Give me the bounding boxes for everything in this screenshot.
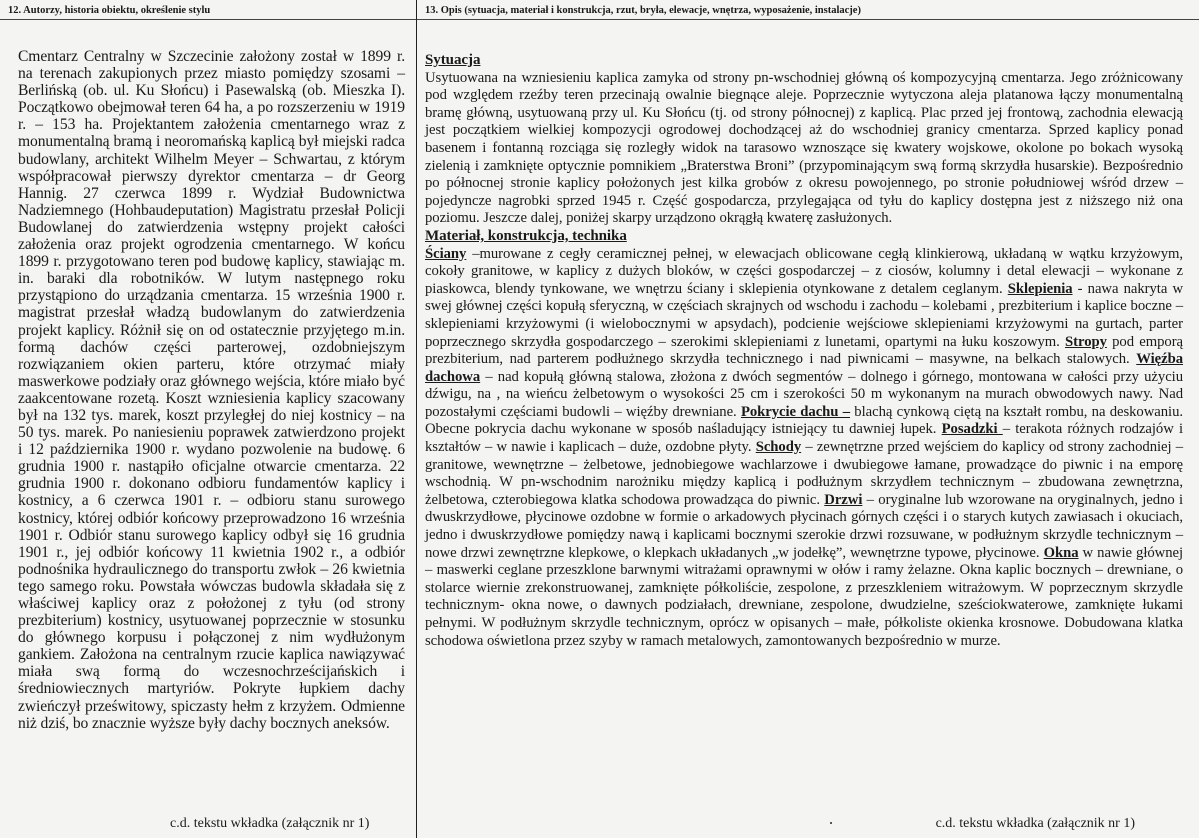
section-heading-sytuacja: Sytuacja: [425, 52, 481, 68]
history-column: [0, 0, 417, 838]
description-column-header: 13. Opis (sytuacja, materiał i konstrukcja, rzut, bryła, elewacje, wnętrza, wyposażenie, instalacje): [417, 0, 1199, 20]
keyword-schody: Schody: [755, 439, 802, 456]
sytuacja-paragraph: Usytuowana na wzniesieniu kaplica zamyka od strony pn-wschodniej główną oś kompozycyjną cmentarza. Jego zróżnicowany pod względem rzeźby teren przecinają owalnie biegnące aleje. Poprzecznie wytyczona aleja platanowa łączy monumentalną bramę główną, usytuowaną przy ul. Ku Słońcu (tj. od strony północnej) z kaplicą. Plac przed jej frontową, zachodnia elewacją jest początkiem wielkiej kompozycji ogrodowej dochodzącej aż do wschodniej granicy cmentarza. Sprzed kaplicy ponad basenem i fontanną rozciąga się rozległy widok na tarasowo wznoszące się kwatery wojskowe, okolone po bokach wysoką zielenią i zamknięte optycznie pomnikiem „Braterstwa Broni” (przypominającym swą formą skrzydła husarskie). Bezpośrednio po północnej stronie kaplicy położonych jest kilka grobów z okresu powojennego, po stronie południowej wśród drzew – pojedyncze nagrobki sprzed 1945 r. Część gospodarcza, przylegająca od tyłu do kaplicy dostępna jest z niższego niż ona poziomu. Jeszcze dalej, poniżej skarpy urządzono okrągłą kwaterę zasłużonych.: [425, 69, 1183, 227]
text-pokrycie: blachą cynkową ciętą na kształt rombu, na deskowaniu. Obecne pokrycia dachu wykonane w sposób naśladujący istniejący tu dawniej łupek.: [425, 403, 1183, 438]
keyword-stropy: Stropy: [1065, 333, 1107, 350]
keyword-okna: Okna: [1043, 544, 1079, 561]
text-okna: w nawie głównej – maswerki ceglane przeszklone barwnymi witrażami oprawnymi w ołów i ramy żelazne. Okna kaplic bocznych – drewniane, o stolarce wiernie zrekonstruowanej, zamknięte półkoliście, zespolone, z przeszkleniem witrażowym. W poprzecznym skrzydle technicznym- okna nowe, o dawnych podziałach, drewniane, zespolone, dwudzielne, sześciokwaterowe, zamknięte łukami pełnymi. W podłużnym skrzydle technicznym, oprócz w opisanych – małe, półkoliste okienka krosnowe. Dobudowana klatka schodowa oświetlona przez szyby w ramach metalowych, zamontowanych bezpośrednio w murze.: [425, 544, 1184, 649]
history-continuation-note: c.d. tekstu wkładka (załącznik nr 1): [170, 816, 370, 831]
keyword-pokrycie: Pokrycie dachu –: [740, 403, 851, 420]
keyword-posadzki: Posadzki: [941, 421, 1003, 438]
history-column-header: 12. Autorzy, historia obiektu, określenie stylu: [0, 0, 416, 20]
text-wiezba: – nad kopułą główną stalowa, złożona z dwóch segmentów – dolnego i górnego, montowana w całości przy użyciu dźwigu, na , na wieńcu żelbetowym o wysokości 25 cm i szerokości 50 m wykonanym na murach obwodowych nawy. Nad pozostałymi częściami budowli – więźby drewniane.: [425, 368, 1183, 420]
description-body: [417, 20, 1199, 650]
section-heading-material: Materiał, konstrukcja, technika: [425, 227, 627, 244]
keyword-drzwi: Drzwi: [824, 491, 863, 508]
description-column: [417, 0, 1199, 838]
text-drzwi: – oryginalne lub wzorowane na oryginalnych, jedno i dwuskrzydłowe, płycinowe ozdobne w formie o arkadowych płycinach górnych części i o starych kutych zawiasach i okuciach, jedno i dwuskrzydłowe pomiędzy nawą i kaplicami bocznymi szerokie drzwi rozsuwane, w podłużnym skrzydle technicznym – nowe drzwi zewnętrzne klepkowe, o klepkach układanych „w jodełkę”, wewnętrzne typowe, płycinowe.: [425, 491, 1183, 561]
text-sciany: –murowane z cegły ceramicznej pełnej, w elewacjach oblicowane cegłą klinkierową, układaną w wątku krzyżowym, cokoły granitowe, w kaplicy z dużych bloków, w części gospodarczej – z ciosów, kolumny i detal elewacji – wykonane z piaskowca, blendy tynkowane, we wnętrzu ściany i sklepienia otynkowane z detalem ceglanym.: [425, 245, 1183, 297]
text-schody: – zewnętrzne przed wejściem do kaplicy od strony zachodniej – granitowe, wewnętrzne – żelbetowe, jednobiegowe wachlarzowe i dwubiegowe łamane, prowadzące do piwnic i na emporę wschodnią. W pn-wschodnim narożniku między kaplicą i podłużnym skrzydłem technicznym – zbudowana zewnętrzna, żelbetowa, czterobiegowa klatka schodowa prowadząca do piwnic.: [425, 439, 1183, 508]
keyword-sciany: Ściany: [425, 245, 467, 262]
text-posadzki: – terakota różnych rodzajów i kształtów – w nawie i kaplicach – duże, ozdobne płyty.: [425, 421, 1183, 456]
text-stropy: pod emporą prezbiterium, nad parterem podłużnego skrzydła technicznego i nad piwnicami – masywne, na belkach stalowych.: [425, 333, 1183, 368]
material-paragraph: [425, 246, 1183, 651]
text-sklepienia: - nawa nakryta w swej głównej części kopułą sferyczną, w częściach skrajnych od wschodu i zachodu – kolebami , prezbiterium i kaplice boczne – sklepieniami krzyżowymi (i wielobocznymi w apsydach), podcienie wejściowe sklepieniami krzyżowymi na gurtach, parter poprzecznego skrzydła gospodarczego – szerokimi sklepieniami z lunetami, opartymi na łuku koszowym.: [425, 280, 1183, 350]
stray-dot-mark: [830, 822, 832, 824]
keyword-wiezba: Więźba dachowa: [425, 351, 1183, 385]
history-text: Cmentarz Centralny w Szczecinie założony został w 1899 r. na terenach zakupionych przez miasto pomiędzy szosami – Berlińską (ob. ul. Ku Słońcu) i Pasewalską (ob. Mieszka I). Początkowo obejmował teren 64 ha, a po rozszerzeniu w 1919 r. – 153 ha. Projektantem założenia cmentarnego wraz z monumentalną bramą i neoromańską kaplicą był miejski radca budowlany, architekt Wilhelm Meyer – Schwartau, z którym współpracował pierwszy dyrektor cmentarza – dr Georg Hannig. 27 czerwca 1899 r. Wydział Budownictwa Nadziemnego (Hohbaudeputation) Magistratu przesłał Policji Budowlanej do zatwierdzenia wstępny projekt całości założenia oraz projekt ogrodzenia cmentarnego. W końcu 1899 r. przygotowano teren pod budowę kaplicy, stawiając m. in. baraki dla robotników. W lutym następnego roku przystąpiono do urządzania cmentarza. 15 września 1900 r. magistrat przesłał władzą budowlanym do zatwierdzenia projekt kaplicy. Różnił się on od ostatecznie przyjętego m.in. formą dachów części parterowej, ozdobniejszym rozwiązaniem okien parteru, które otrzymać miały maswerkowe podziały oraz głównego wejścia, które miało być zaakcentowane rozetą. Koszt wzniesienia kaplicy szacowany był na 132 tys. marek, koszt przyległej do niej kostnicy – na 50 tys. marek. Po naniesieniu poprawek zatwierdzono projekt i 12 października 1900 r. wydano pozwolenie na budowę. 6 grudnia 1900 r. nastąpiło oficjalne otwarcie cmentarza. 22 grudnia 1900 r. dokonano odbioru fundamentów kaplicy i kostnicy, a 6 czerwca 1901 r. – odbioru stanu surowego kostnicy, której odbiór końcowy przeprowadzono 16 września 1901 r. Odbiór stanu surowego kaplicy odbył się 16 grudnia 1901 r., jej odbiór końcowy 11 kwietnia 1902 r., a odbiór podnośnika hydraulicznego do transportu zwłok – 26 kwietnia tego samego roku. Powstała wówczas budowla składała się z właściwej kaplicy oraz z położonej z tyłu (od strony prezbiterium) kostnicy, usytuowanej poprzecznie w stosunku do głównego korpusu i połączonej z nim wydłużonym gankiem. Założona na centralnym rzucie kaplica nawiązywać miała swą formą do wczesnochrześcijańskich i średniowiecznych martyriów. Pokryte łupkiem dachy zwieńczył prześwitowy, spiczasty hełm z krzyżem. Odmienne niż dziś, bo znacznie wyższe były dachy bocznych aneksów.: [18, 48, 405, 732]
description-continuation-note: c.d. tekstu wkładka (załącznik nr 1): [935, 816, 1135, 831]
keyword-sklepienia: Sklepienia: [1007, 280, 1073, 297]
